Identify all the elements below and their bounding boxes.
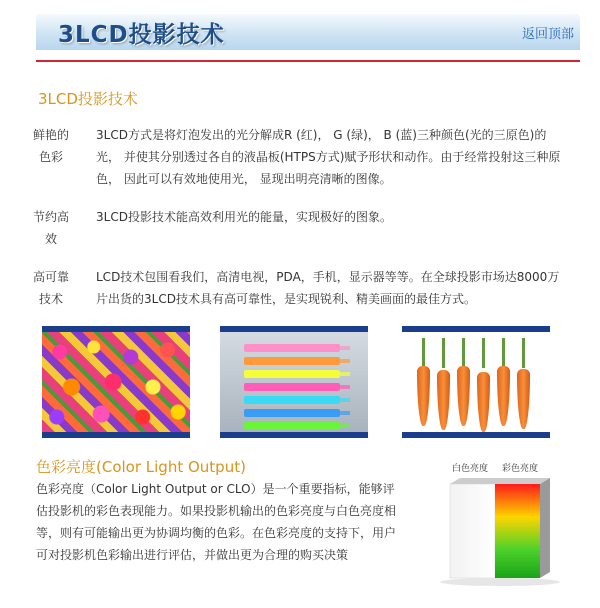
- marker-orange: [244, 357, 340, 365]
- flowers-photo: [42, 326, 190, 438]
- feature-label-line: 效: [44, 232, 57, 246]
- carrot: [437, 370, 450, 430]
- feature-label-reliability: [30, 266, 72, 310]
- clo-description: 色彩亮度（Color Light Output or CLO）是一个重要指标，能够评估投影机的彩色表现能力。如果投影机输出的色彩亮度与白色亮度相等，则有可能输出更为协调均衡的色彩。在色彩亮度的支持下，用户可对投影机色彩输出进行评估，并做出更为合理的购买决策: [36, 482, 397, 562]
- feature-label-line: 鲜艳的: [32, 128, 69, 142]
- feature-text-reliability: LCD技术包围看我们，高清电视，PDA，手机，显示器等等。在全球投影市场达8000万片出货的3LCD技术具有高可靠性，是实现锐利、精美画面的最佳方式。: [96, 270, 560, 306]
- marker-pink: [244, 344, 340, 352]
- carrot-leaf: [422, 338, 425, 368]
- chart-label-color: 彩色亮度: [502, 464, 539, 474]
- carrot: [457, 366, 470, 426]
- carrot: [517, 369, 530, 429]
- carrot-leaf: [462, 338, 465, 368]
- feature-text-efficiency: 3LCD投影技术能高效利用光的能量，实现极好的图象。: [96, 210, 392, 224]
- header-divider: [36, 60, 580, 62]
- carrot-leaf: [442, 338, 445, 368]
- feature-label-vivid-color: [30, 124, 72, 168]
- back-to-top-link[interactable]: 返回顶部: [521, 27, 574, 42]
- feature-label-line: 色彩: [38, 150, 63, 164]
- marker-cyan: [244, 396, 340, 404]
- clo-section-title: 色彩亮度(Color Light Output): [36, 458, 246, 476]
- page-header-banner: [36, 14, 580, 50]
- feature-label-efficiency: [30, 206, 72, 250]
- markers-photo: [220, 326, 368, 438]
- carrots-image: [402, 332, 550, 432]
- marker-green: [244, 422, 340, 430]
- carrot-leaf: [502, 338, 505, 368]
- markers-image: [220, 332, 368, 432]
- carrot: [417, 366, 430, 426]
- marker-yellow: [244, 370, 340, 378]
- flowers-image: [42, 332, 190, 432]
- feature-text-vivid-color: 3LCD方式是将灯泡发出的光分解成R (红)， G (绿)， B (蓝)三种颜色(光的三原色)的光， 并使其分别透过各自的液晶板(HTPS方式)赋予形状和动作。由于经常投射这三种原色， 因此可以有效地使用光， 显现出明亮清晰的图像。: [96, 128, 561, 186]
- brightness-comparison-illustration: [420, 458, 580, 588]
- white-brightness-block: [450, 484, 495, 578]
- chart-shadow: [440, 578, 560, 586]
- marker-blue: [244, 409, 340, 417]
- marker-magenta: [244, 383, 340, 391]
- chart-top-face: [450, 478, 550, 484]
- carrot: [497, 366, 510, 426]
- carrot-leaf: [522, 338, 525, 368]
- feature-label-line: 高可靠: [32, 270, 69, 284]
- carrots-photo: [402, 326, 550, 438]
- carrot-leaf: [482, 338, 485, 368]
- section-title: 3LCD投影技术: [38, 90, 138, 108]
- chart-side-face: [540, 478, 550, 578]
- carrot: [477, 372, 490, 432]
- page-title: 3LCD投影技术: [58, 22, 225, 48]
- color-brightness-block: [495, 484, 540, 578]
- feature-label-line: 技术: [38, 292, 63, 306]
- chart-label-white: 白色亮度: [452, 464, 489, 474]
- feature-label-line: 节约高: [32, 210, 69, 224]
